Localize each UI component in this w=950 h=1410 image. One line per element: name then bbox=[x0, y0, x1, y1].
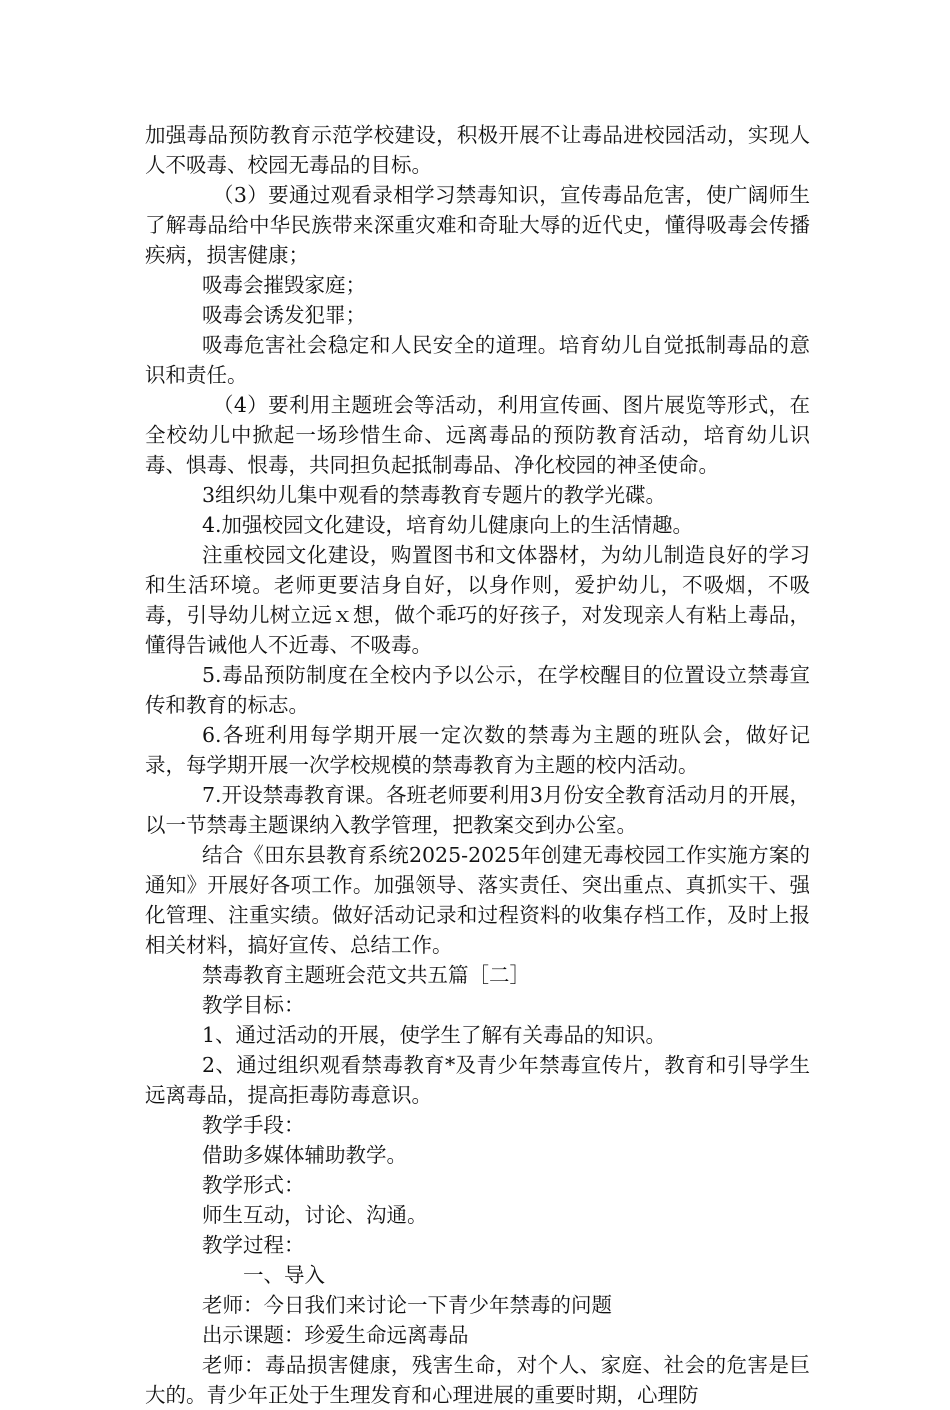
teacher-line-1: 老师：今日我们来讨论一下青少年禁毒的问题 bbox=[202, 1293, 612, 1317]
form-text: 师生互动，讨论、沟通。 bbox=[202, 1203, 428, 1227]
paragraph-item-6: 6.各班利用每学期开展一定次数的禁毒为主题的班队会，做好记录，每学期开展一次学校规模的禁毒教育为主题的校内活动。 bbox=[145, 723, 810, 777]
heading-means: 教学手段： bbox=[202, 1113, 305, 1137]
paragraph-crime: 吸毒会诱发犯罪； bbox=[202, 303, 366, 327]
process-step-intro: 一、导入 bbox=[243, 1263, 325, 1287]
paragraph-watch-video: 3组织幼儿集中观看的禁毒教育专题片的教学光碟。 bbox=[202, 483, 667, 507]
goal-2: 2、通过组织观看禁毒教育*及青少年禁毒宣传片，教育和引导学生远离毒品，提高拒毒防毒意识。 bbox=[145, 1053, 810, 1107]
paragraph-family: 吸毒会摧毁家庭； bbox=[202, 273, 366, 297]
paragraph-culture: 4.加强校园文化建设，培育幼儿健康向上的生活情趣。 bbox=[202, 513, 694, 537]
goal-1: 1、通过活动的开展，使学生了解有关毒品的知识。 bbox=[202, 1023, 667, 1047]
paragraph-item-4: （4）要利用主题班会等活动，利用宣传画、图片展览等形式，在全校幼儿中掀起一场珍惜生命、远离毒品的预防教育活动，培育幼儿识毒、惧毒、恨毒，共同担负起抵制毒品、净化校园的神圣使命。 bbox=[145, 393, 810, 477]
paragraph-item-3: （3）要通过观看录相学习禁毒知识，宣传毒品危害，使广阔师生了解毒品给中华民族带来深重灾难和奇耻大辱的近代史，懂得吸毒会传播疾病，损害健康； bbox=[145, 183, 810, 267]
paragraph-school-demo: 加强毒品预防教育示范学校建设，积极开展不让毒品进校园活动，实现人人不吸毒、校园无毒品的目标。 bbox=[145, 123, 810, 177]
paragraph-item-7: 7.开设禁毒教育课。各班老师要利用3月份安全教育活动月的开展，以一节禁毒主题课纳入教学管理，把教案交到办公室。 bbox=[145, 783, 810, 837]
heading-form: 教学形式： bbox=[202, 1173, 305, 1197]
document-page bbox=[145, 120, 810, 1410]
teacher-line-2: 老师：毒品损害健康，残害生命，对个人、家庭、社会的危害是巨大的。青少年正处于生理发育和心理进展的重要时期，心理防 bbox=[145, 1353, 810, 1407]
paragraph-environment: 注重校园文化建设，购置图书和文体器材，为幼儿制造良好的学习和生活环境。老师更要洁身自好，以身作则，爱护幼儿，不吸烟，不吸毒，引导幼儿树立远ｘ想，做个乖巧的好孩子，对发现亲人有粘上毒品，懂得告诫他人不近毒、不吸毒。 bbox=[145, 543, 810, 657]
topic-line: 出示课题：珍爱生命远离毒品 bbox=[202, 1323, 469, 1347]
means-text: 借助多媒体辅助教学。 bbox=[202, 1143, 407, 1167]
paragraph-society: 吸毒危害社会稳定和人民安全的道理。培育幼儿自觉抵制毒品的意识和责任。 bbox=[145, 333, 810, 387]
heading-goals: 教学目标： bbox=[202, 993, 305, 1017]
heading-process: 教学过程： bbox=[202, 1233, 305, 1257]
paragraph-combine: 结合《田东县教育系统2025-2025年创建无毒校园工作实施方案的通知》开展好各项工作。加强领导、落实责任、突出重点、真抓实干、强化管理、注重实绩。做好活动记录和过程资料的收集存档工作，及时上报相关材料，搞好宣传、总结工作。 bbox=[145, 843, 810, 957]
paragraph-item-5: 5.毒品预防制度在全校内予以公示，在学校醒目的位置设立禁毒宣传和教育的标志。 bbox=[145, 663, 810, 717]
section-title: 禁毒教育主题班会范文共五篇［二］ bbox=[202, 963, 530, 987]
